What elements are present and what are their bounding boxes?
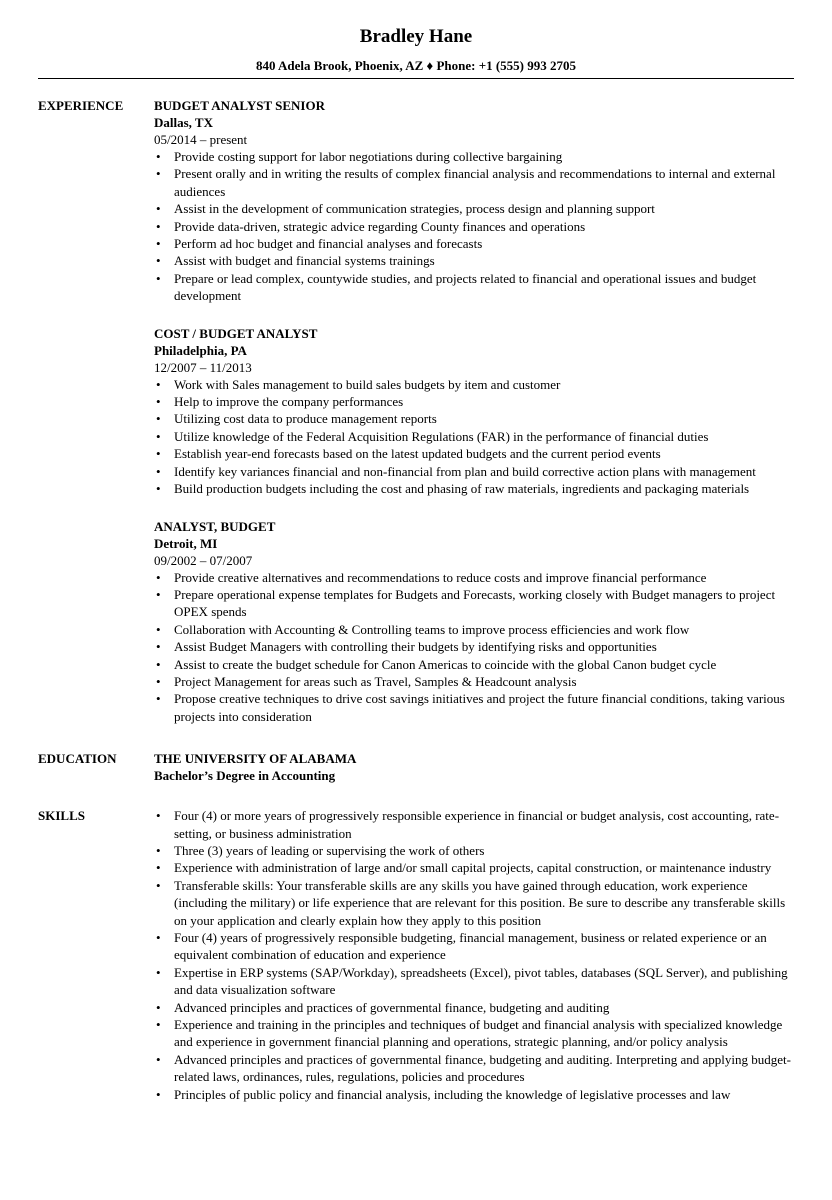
job-bullet: • Utilize knowledge of the Federal Acquisition Regulations (FAR) in the performance of financial duties bbox=[174, 428, 794, 445]
skills-bullet-list bbox=[154, 807, 794, 1103]
job-bullet: • Prepare or lead complex, countywide studies, and projects related to financial and operational issues and budget development bbox=[174, 270, 794, 305]
experience-section bbox=[38, 97, 794, 725]
degree: Bachelor’s Degree in Accounting bbox=[154, 768, 336, 784]
section-title-skills: SKILLS bbox=[38, 808, 85, 824]
job-bullet: • Utilizing cost data to produce management reports bbox=[174, 410, 794, 427]
skill-bullet: • Advanced principles and practices of governmental finance, budgeting and auditing bbox=[174, 999, 794, 1016]
candidate-name: Bradley Hane bbox=[359, 26, 473, 47]
job-location: Philadelphia, PA bbox=[154, 342, 247, 358]
contact-line: 840 Adela Brook, Phoenix, AZ ♦ Phone: +1 (555) 993 2705 bbox=[255, 58, 577, 73]
job-bullet-list bbox=[154, 569, 794, 726]
job-entry bbox=[154, 97, 794, 305]
job-title: COST / BUDGET ANALYST bbox=[154, 325, 318, 341]
job-bullet: • Help to improve the company performances bbox=[174, 393, 794, 410]
job-bullet: • Perform ad hoc budget and financial analyses and forecasts bbox=[174, 235, 794, 252]
job-title: ANALYST, BUDGET bbox=[154, 518, 276, 534]
job-bullet: • Assist Budget Managers with controlling their budgets by identifying risks and opportunities bbox=[174, 638, 794, 655]
job-dates: 05/2014 – present bbox=[154, 132, 248, 147]
skill-bullet: • Experience and training in the principles and techniques of budget and financial analysis with specialized knowledge and experience in government financial planning and operations, strategic planning, and/or policy analysis bbox=[174, 1016, 794, 1051]
section-title-experience: EXPERIENCE bbox=[38, 98, 124, 113]
job-title: BUDGET ANALYST SENIOR bbox=[154, 98, 325, 113]
job-bullet: • Present orally and in writing the results of complex financial analysis and recommendations to internal and external audiences bbox=[174, 165, 794, 200]
school-name: THE UNIVERSITY OF ALABAMA bbox=[154, 751, 357, 767]
job-location: Dallas, TX bbox=[154, 115, 213, 130]
job-bullet: • Establish year-end forecasts based on the latest updated budgets and the current period events bbox=[174, 445, 794, 462]
education-section bbox=[38, 750, 794, 784]
skill-bullet: • Transferable skills: Your transferable skills are any skills you have gained through education, work experience (including the military) or life experience that are relevant for this position. Be sure to describe any transferable skills on your application and clearly explain how they apply to this position bbox=[174, 877, 794, 929]
job-dates: 09/2002 – 07/2007 bbox=[154, 552, 253, 568]
job-entry bbox=[154, 325, 794, 498]
job-bullet: • Project Management for areas such as Travel, Samples & Headcount analysis bbox=[174, 673, 794, 690]
job-bullet-list bbox=[154, 148, 794, 305]
job-bullet: • Identify key variances financial and non-financial from plan and build corrective action plans with management bbox=[174, 463, 794, 480]
job-location: Detroit, MI bbox=[154, 535, 218, 551]
skill-bullet: • Principles of public policy and financial analysis, including the knowledge of legislative processes and law bbox=[174, 1086, 794, 1103]
header-divider bbox=[38, 78, 794, 79]
skill-bullet: • Experience with administration of large and/or small capital projects, capital construction, or maintenance industry bbox=[174, 859, 794, 876]
job-bullet-list bbox=[154, 376, 794, 498]
job-bullet: • Prepare operational expense templates for Budgets and Forecasts, working closely with Budget managers to project OPEX spends bbox=[174, 586, 794, 621]
section-title-education: EDUCATION bbox=[38, 751, 117, 767]
job-bullet: • Build production budgets including the cost and phasing of raw materials, ingredients and packaging materials bbox=[174, 480, 794, 497]
job-dates: 12/2007 – 11/2013 bbox=[154, 359, 252, 375]
job-bullet: • Provide data-driven, strategic advice regarding County finances and operations bbox=[174, 218, 794, 235]
job-bullet: • Assist in the development of communication strategies, process design and planning support bbox=[174, 200, 794, 217]
job-bullet: • Assist with budget and financial systems trainings bbox=[174, 252, 794, 269]
job-entry bbox=[154, 518, 794, 726]
job-bullet: • Collaboration with Accounting & Controlling teams to improve process efficiencies and work flow bbox=[174, 621, 794, 638]
skills-section bbox=[38, 807, 794, 1103]
job-bullet: • Assist to create the budget schedule for Canon Americas to coincide with the global Canon budget cycle bbox=[174, 656, 794, 673]
skill-bullet: • Four (4) years of progressively responsible budgeting, financial management, business or related experience or an equivalent combination of education and experience bbox=[174, 929, 794, 964]
resume-header bbox=[38, 0, 794, 79]
job-bullet: • Provide creative alternatives and recommendations to reduce costs and improve financial performance bbox=[174, 569, 794, 586]
skill-bullet: • Four (4) or more years of progressively responsible experience in financial or budget analysis, cost accounting, rate-setting, or business administration bbox=[174, 807, 794, 842]
skill-bullet: • Three (3) years of leading or supervising the work of others bbox=[174, 842, 794, 859]
job-bullet: • Propose creative techniques to drive cost savings initiatives and project the future financial conditions, taking various projects into consideration bbox=[174, 690, 794, 725]
skill-bullet: • Advanced principles and practices of governmental finance, budgeting and auditing. Interpreting and applying budget-related laws, ordinances, rules, regulations, policies and procedures bbox=[174, 1051, 794, 1086]
job-bullet: • Provide costing support for labor negotiations during collective bargaining bbox=[174, 148, 794, 165]
job-bullet: • Work with Sales management to build sales budgets by item and customer bbox=[174, 376, 794, 393]
skill-bullet: • Expertise in ERP systems (SAP/Workday), spreadsheets (Excel), pivot tables, databases (SQL Server), and publishing and data visualization software bbox=[174, 964, 794, 999]
